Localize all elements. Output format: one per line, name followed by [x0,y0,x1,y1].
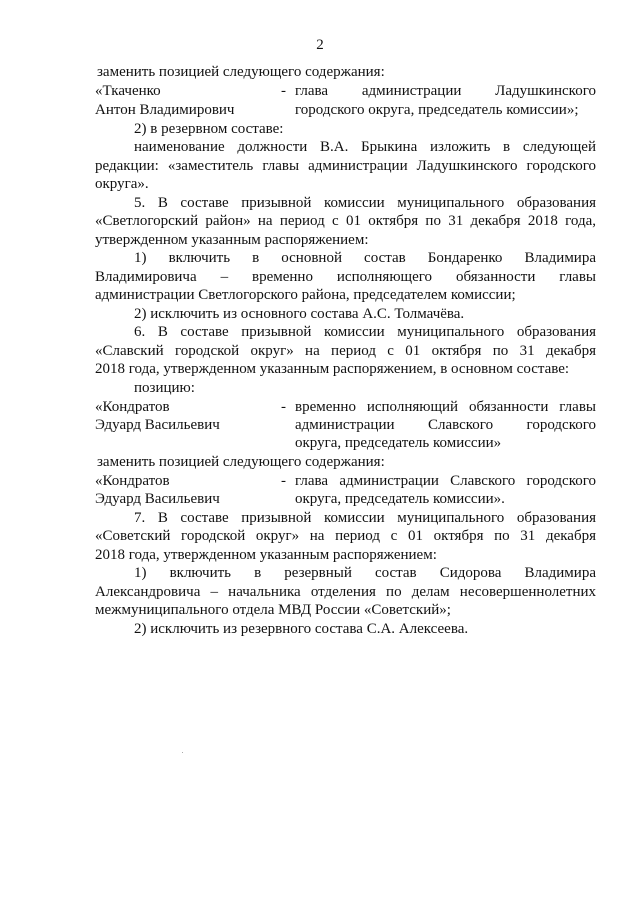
text-line: «Светлогорский район» на период с 01 октября по 31 декабря 2018 года, [95,213,596,229]
position-line: временно исполняющий обязанности главы [295,399,596,415]
text-line: утвержденном указанным распоряжением: [95,232,369,248]
scan-speck [182,752,183,753]
name-line: «Ткаченко [95,83,161,99]
text-line: «Советский городской округ» на период с 01 октября по 31 декабря [95,528,596,544]
position-line: глава администрации Славского городского [295,473,596,489]
position-line: глава администрации Ладушкинского [295,83,596,99]
name-line: Эдуард Васильевич [95,491,220,507]
dash: - [281,399,286,415]
position-line: городского округа, председатель комиссии»; [295,102,579,118]
text-line: «Славский городской округ» на период с 01 октября по 31 декабря [95,343,596,359]
text-line: заменить позицией следующего содержания: [97,454,385,470]
text-line: 2) исключить из резервного состава С.А. Алексеева. [134,621,469,637]
text-line: позицию: [134,380,195,396]
name-line: «Кондратов [95,399,170,415]
text-line: заменить позицией следующего содержания: [97,64,385,80]
text-line: 7. В составе призывной комиссии муниципального образования [134,510,596,526]
text-line: 2018 года, утвержденном указанным распоряжением: [95,547,437,563]
text-line: 5. В составе призывной комиссии муниципального образования [134,195,596,211]
name-line: Эдуард Васильевич [95,417,220,433]
name-line: «Кондратов [95,473,170,489]
text-line: 2018 года, утвержденном указанным распоряжением, в основном составе: [95,361,570,377]
dash: - [281,473,286,489]
text-line: редакции: «заместитель главы администрации Ладушкинского городского [95,158,596,174]
dash: - [281,83,286,99]
text-line: 6. В составе призывной комиссии муниципального образования [134,324,596,340]
text-line: 2) исключить из основного состава А.С. Толмачёва. [134,306,465,322]
text-line: 2) в резервном составе: [134,121,284,137]
text-line: 1) включить в основной состав Бондаренко Владимира [134,250,596,266]
text-line: округа». [95,176,149,192]
name-line: Антон Владимирович [95,102,235,118]
text-line: межмуниципального отдела МВД России «Советский»; [95,602,451,618]
position-line: округа, председатель комиссии» [295,435,502,451]
position-line: округа, председатель комиссии». [295,491,505,507]
text-line: наименование должности В.А. Брыкина изложить в следующей [134,139,596,155]
position-line: администрации Славского городского [295,417,596,433]
text-line: администрации Светлогорского района, председателем комиссии; [95,287,516,303]
text-line: 1) включить в резервный состав Сидорова Владимира [134,565,596,581]
text-line: Александровича – начальника отделения по делам несовершеннолетних [95,584,596,600]
page-number: 2 [316,37,324,53]
text-line: Владимировича – временно исполняющего обязанности главы [95,269,596,285]
